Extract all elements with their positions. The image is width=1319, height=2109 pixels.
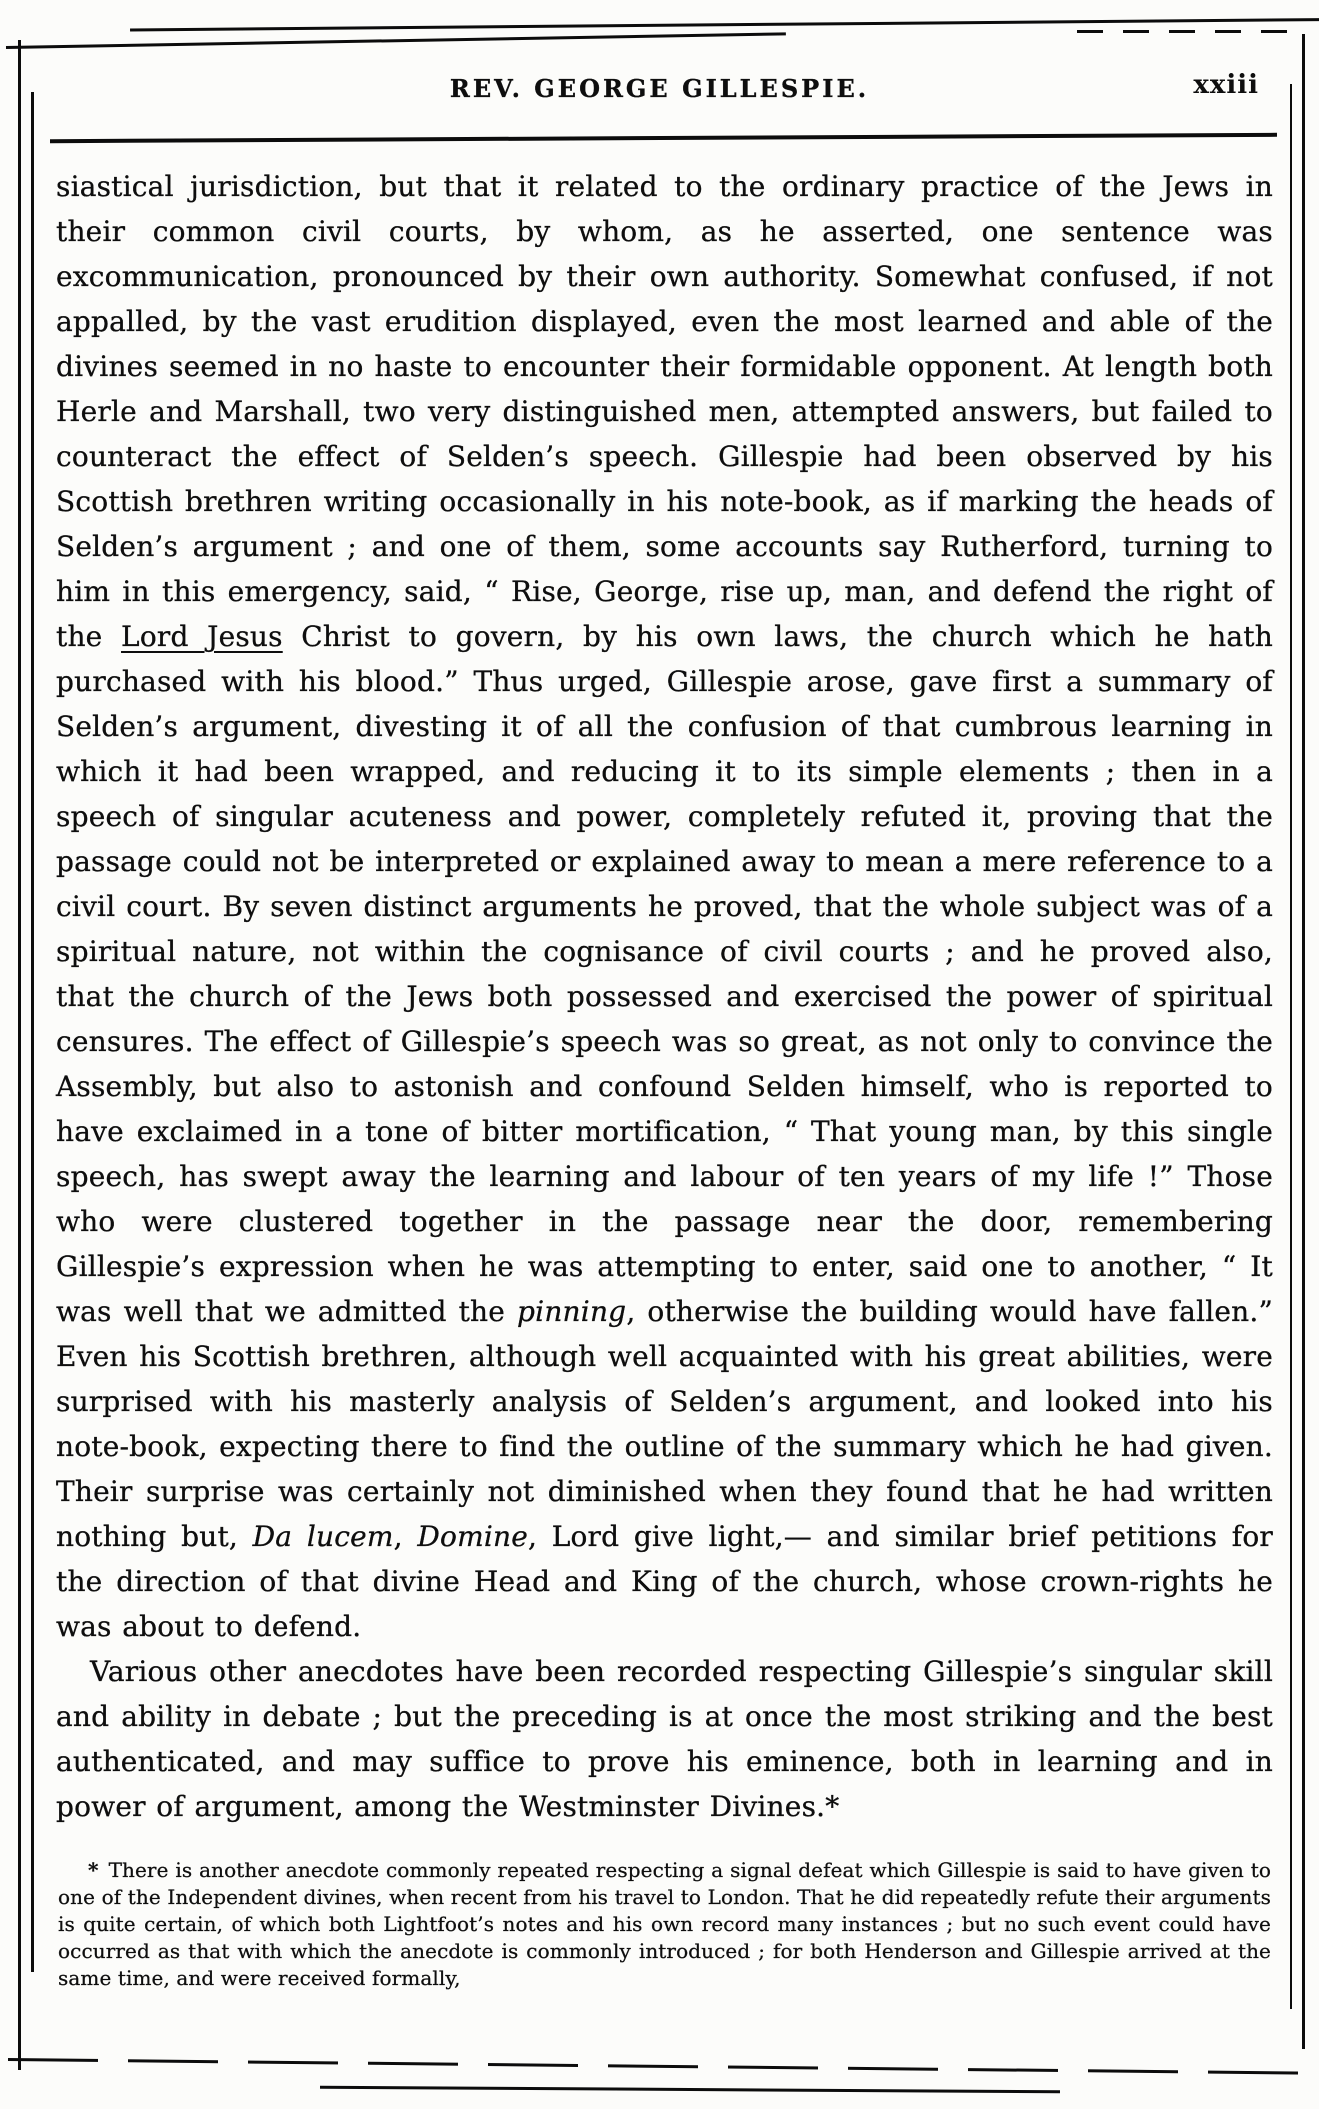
page-header	[38, 0, 1281, 103]
paragraph-1-text-4: ,	[393, 1520, 418, 1553]
italic-word-domine: Domine	[417, 1520, 528, 1553]
paragraph-1-text-3: , otherwise the building would have fallen.” Even his Scottish brethren, although well acquainted with his great abilities, were surprised with his masterly analysis of Selden’s argument, and looked into his note-book, expecting there to find the outline of the summary which he had given. Their surprise was certainly not diminished when they found that he had written nothing but,	[56, 1295, 1273, 1553]
paragraph-1-text-5: , Lord give light,— and similar brief petitions for the direction of that divine Head and King of the church, whose crown-rights he was about to defend.	[56, 1520, 1274, 1643]
paragraph-1	[56, 164, 1273, 1649]
right-border-inner	[1290, 84, 1292, 2009]
italic-phrase-da-lucem: Da lucem	[252, 1520, 394, 1553]
body-text	[56, 164, 1273, 1829]
underlined-phrase-lord-jesus: Lord Jesus	[121, 620, 283, 653]
paragraph-1-text-1: siastical jurisdiction, but that it related to the ordinary practice of the Jews in their common civil courts, by whom, as he asserted, one sentence was excommunication, pronounced by their own authority. Somewhat confused, if not appalled, by the vast erudition displayed, even the most learned and able of the divines seemed in no haste to encounter their formidable opponent. At length both Herle and Marshall, two very distinguished men, attempted answers, but failed to counteract the effect of Selden’s speech. Gillespie had been observed by his Scottish brethren writing occasionally in his note-book, as if marking the heads of Selden’s argument ; and one of them, some accounts say Rutherford, turning to him in this emergency, said, “ Rise, George, rise up, man, and defend the right of the	[56, 170, 1273, 653]
right-border-outer	[1302, 34, 1305, 2049]
footnote	[58, 1857, 1271, 1992]
running-title: REV. GEORGE GILLESPIE.	[449, 74, 870, 103]
page-number: xxiii	[1193, 70, 1259, 100]
header-rule	[50, 133, 1277, 143]
page-content	[38, 0, 1281, 1992]
footnote-text: There is another anecdote commonly repeated respecting a signal defeat which Gillespie is said to have given to one of the Independent divines, when recent from his travel to London. That he did repeatedly refute their arguments is quite certain, of which both Lightfoot’s notes and his own record many instances ; but no such event could have occurred as that with which the anecdote is commonly introduced ; for both Henderson and Gillespie arrived at the same time, and were received formally,	[58, 1858, 1271, 1990]
paragraph-2	[56, 1649, 1273, 1829]
paragraph-1-text-2: Christ to govern, by his own laws, the church which he hath purchased with his blood.” Thus urged, Gillespie arose, gave first a summary of Selden’s argument, divesting it of all the confusion of that cumbrous learning in which it had been wrapped, and reducing it to its simple elements ; then in a speech of singular acuteness and power, completely refuted it, proving that the passage could not be interpreted or explained away to mean a mere reference to a civil court. By seven distinct arguments he proved, that the whole subject was of a spiritual nature, not within the cognisance of civil courts ; and he proved also, that the church of the Jews both possessed and exercised the power of spiritual censures. The effect of Gillespie’s speech was so great, as not only to convince the Assembly, but also to astonish and confound Selden himself, who is reported to have exclaimed in a tone of bitter mortification, “ That young man, by this single speech, has swept away the learning and labour of ten years of my life !” Those who were clustered together in the passage near the door, remembering Gillespie’s expression when he was attempting to enter, said one to another, “ It was well that we admitted the	[56, 620, 1273, 1328]
footnote-marker: *	[88, 1858, 99, 1882]
italic-word-pinning: pinning	[517, 1295, 627, 1328]
left-border-outer	[18, 40, 21, 2070]
paragraph-2-text: Various other anecdotes have been recorded respecting Gillespie’s singular skill and ability in debate ; but the preceding is at once the most striking and the best authenticated, and may suffice to prove his eminence, both in learning and in power of argument, among the Westminster Divines.*	[56, 1655, 1273, 1823]
left-border-inner	[31, 92, 34, 1972]
bottom-border-line-2	[320, 2086, 1060, 2094]
bottom-border-line-1	[8, 2058, 1308, 2075]
